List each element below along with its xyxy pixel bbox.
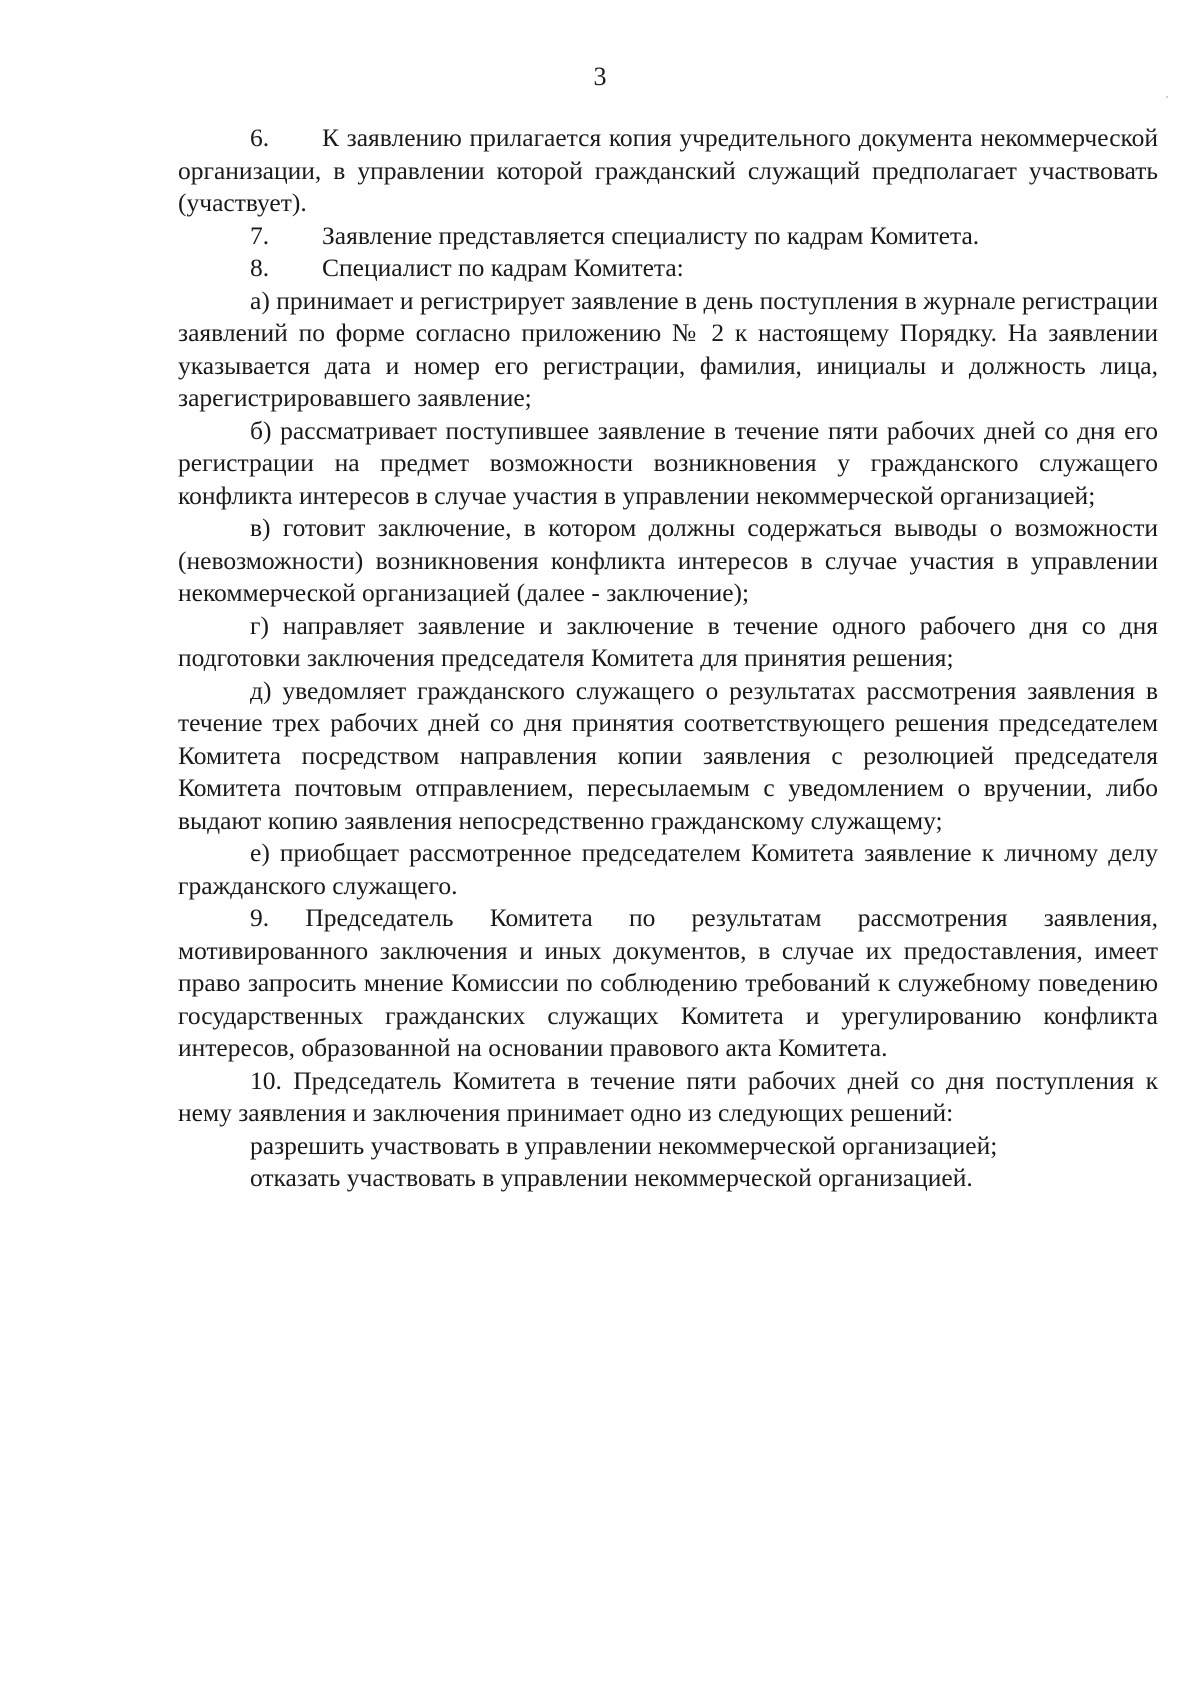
subparagraph-8g: г) направляет заявление и заключение в течение одного рабочего дня со дня подготовки заключения председателя Комитета для принятия решения; — [178, 610, 1158, 672]
page-number: 3 — [593, 62, 607, 91]
paragraph-7 — [178, 220, 1158, 253]
paragraph-8-number: 8. — [250, 253, 270, 282]
subparagraph-8d: д) уведомляет гражданского служащего о результатах рассмотрения заявления в течение трех рабочих дней со дня принятия соответствующего решения председателем Комитета посредством направления копии заявления с резолюцией председателя Комитета почтовым отправлением, пересылаемым с уведомлением о вручении, либо выдают копию заявления непосредственно гражданскому служащему; — [178, 675, 1158, 835]
paragraph-7-number: 7. — [250, 220, 270, 250]
paragraph-6-text: К заявлению прилагается копия учредительного документа некоммерческой организации, в управлении которой гражданский служащий предполагает участвовать (участвует). — [178, 123, 1158, 217]
subparagraph-8b: б) рассматривает поступившее заявление в течение пяти рабочих дней со дня его регистрации на предмет возможности возникновения у гражданского служащего конфликта интересов в случае участия в управлении некоммерческой организацией; — [178, 415, 1158, 510]
paragraph-6 — [178, 122, 1158, 220]
document-body — [178, 122, 1158, 1195]
paragraph-6-number: 6. — [250, 123, 270, 152]
decision-option-allow: разрешить участвовать в управлении некоммерческой организацией; — [250, 1130, 998, 1160]
paragraph-9: 9. Председатель Комитета по результатам рассмотрения заявления, мотивированного заключения и иных документов, в случае их предоставления, имеет право запросить мнение Комиссии по соблюдению требований к служебному поведению государственных гражданских служащих Комитета и урегулированию конфликта интересов, образованной на основании правового акта Комитета. — [178, 903, 1158, 1062]
paragraph-10: 10. Председатель Комитета в течение пяти рабочих дней со дня поступления к нему заявления и заключения принимает одно из следующих решений: — [178, 1065, 1158, 1127]
paragraph-7-text: Заявление представляется специалисту по кадрам Комитета. — [322, 220, 980, 250]
subparagraph-8a: а) принимает и регистрирует заявление в день поступления в журнале регистрации заявлений по форме согласно приложению № 2 к настоящему Порядку. На заявлении указывается дата и номер его регистрации, фамилия, инициалы и должность лица, зарегистрировавшего заявление; — [178, 285, 1158, 412]
scan-speck — [1166, 96, 1168, 98]
subparagraph-8v: в) готовит заключение, в котором должны содержаться выводы о возможности (невозможности) возникновения конфликта интересов в случае участия в управлении некоммерческой организацией (далее - заключение); — [178, 513, 1158, 607]
decision-option-refuse: отказать участвовать в управлении некоммерческой организацией. — [250, 1163, 973, 1192]
paragraph-8-text: Специалист по кадрам Комитета: — [322, 253, 684, 282]
subparagraph-8e: е) приобщает рассмотренное председателем Комитета заявление к личному делу гражданского служащего. — [178, 838, 1158, 900]
paragraph-8 — [178, 252, 1158, 285]
